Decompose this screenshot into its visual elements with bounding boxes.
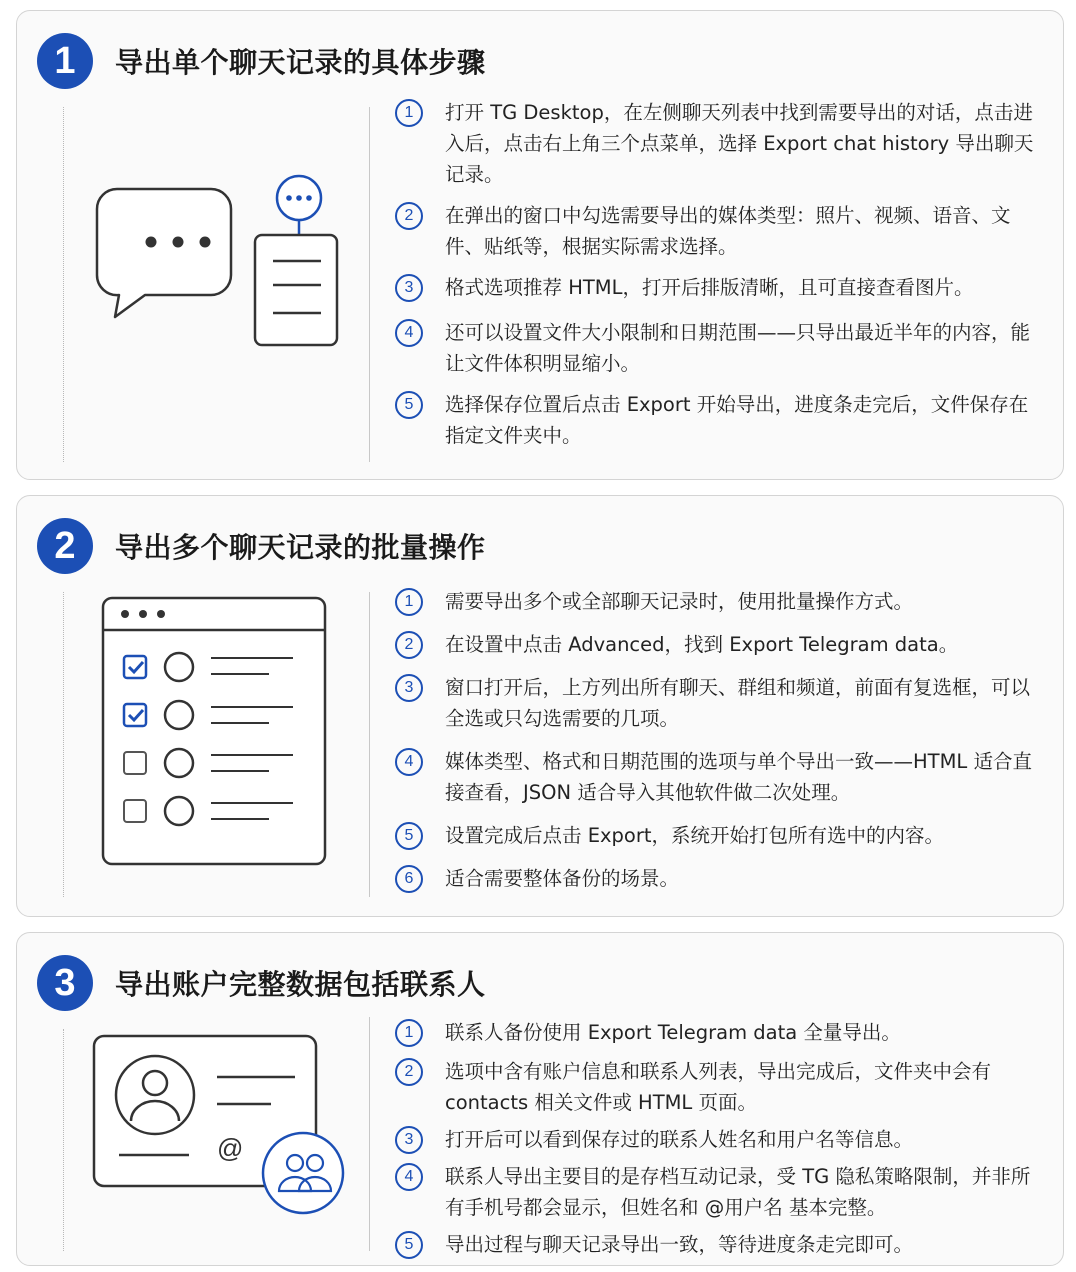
step-number: 6 — [395, 865, 423, 893]
list-item — [395, 1161, 1045, 1223]
step-text: 选项中含有账户信息和联系人列表，导出完成后，文件夹中会有 contacts 相关文件或 HTML 页面。 — [445, 1060, 992, 1114]
step-text: 联系人导出主要目的是存档互动记录，受 TG 隐私策略限制，并非所有手机号都会显示，但姓名和 @用户名 基本完整。 — [445, 1165, 1031, 1219]
steps-list — [395, 97, 1045, 451]
step-number: 1 — [395, 99, 423, 127]
list-item — [395, 97, 1045, 190]
step-text: 适合需要整体备份的场景。 — [445, 867, 680, 890]
section-number-badge: 3 — [37, 955, 93, 1011]
steps-list — [395, 1017, 1045, 1260]
list-item — [395, 389, 1045, 451]
step-number: 4 — [395, 319, 423, 347]
list-item — [395, 200, 1045, 262]
list-item — [395, 1229, 1045, 1260]
step-text: 媒体类型、格式和日期范围的选项与单个导出一致——HTML 适合直接查看，JSON 适合导入其他软件做二次处理。 — [445, 750, 1032, 804]
section-number-badge: 1 — [37, 33, 93, 89]
step-number: 1 — [395, 588, 423, 616]
step-text: 窗口打开后，上方列出所有聊天、群组和频道，前面有复选框，可以全选或只勾选需要的几项。 — [445, 676, 1031, 730]
step-text: 在弹出的窗口中勾选需要导出的媒体类型：照片、视频、语音、文件、贴纸等，根据实际需求选择。 — [445, 204, 1011, 258]
section-title: 导出账户完整数据包括联系人 — [115, 968, 486, 1001]
list-item — [395, 317, 1045, 379]
list-item — [395, 672, 1045, 734]
step-number: 2 — [395, 202, 423, 230]
section-card-1 — [16, 10, 1064, 480]
section-card-2 — [16, 495, 1064, 917]
step-number: 2 — [395, 631, 423, 659]
at-symbol: @ — [217, 1133, 244, 1163]
list-item — [395, 746, 1045, 808]
step-number: 3 — [395, 274, 423, 302]
list-item — [395, 1017, 1045, 1048]
step-text: 还可以设置文件大小限制和日期范围——只导出最近半年的内容，能让文件体积明显缩小。 — [445, 321, 1031, 375]
section-card-3 — [16, 932, 1064, 1266]
vertical-divider — [369, 107, 370, 462]
list-item — [395, 863, 1045, 894]
section-title: 导出多个聊天记录的批量操作 — [115, 531, 486, 564]
list-item — [395, 272, 1045, 303]
step-number: 5 — [395, 1231, 423, 1259]
step-number: 2 — [395, 1058, 423, 1086]
list-item — [395, 629, 1045, 660]
step-number: 4 — [395, 1163, 423, 1191]
vertical-divider — [369, 1017, 370, 1251]
step-text: 联系人备份使用 Export Telegram data 全量导出。 — [445, 1021, 901, 1044]
list-item — [395, 820, 1045, 851]
step-text: 选择保存位置后点击 Export 开始导出，进度条走完后，文件保存在指定文件夹中。 — [445, 393, 1029, 447]
steps-list — [395, 586, 1045, 894]
step-text: 打开 TG Desktop，在左侧聊天列表中找到需要导出的对话，点击进入后，点击右上角三个点菜单，选择 Export chat history 导出聊天记录。 — [445, 101, 1034, 186]
section-title: 导出单个聊天记录的具体步骤 — [115, 46, 486, 79]
step-text: 需要导出多个或全部聊天记录时，使用批量操作方式。 — [445, 590, 914, 613]
step-text: 导出过程与聊天记录导出一致，等待进度条走完即可。 — [445, 1233, 914, 1256]
step-number: 3 — [395, 674, 423, 702]
step-number: 3 — [395, 1126, 423, 1154]
list-item — [395, 1056, 1045, 1118]
contact-card-icon — [91, 1033, 351, 1223]
step-number: 4 — [395, 748, 423, 776]
list-item — [395, 1124, 1045, 1155]
vertical-divider — [369, 592, 370, 897]
step-text: 设置完成后点击 Export，系统开始打包所有选中的内容。 — [445, 824, 945, 847]
step-number: 5 — [395, 391, 423, 419]
dotted-guide-line — [63, 1029, 64, 1251]
section-number-badge: 2 — [37, 518, 93, 574]
dotted-guide-line — [63, 592, 64, 897]
chat-bubble-document-icon — [93, 169, 343, 349]
step-text: 格式选项推荐 HTML，打开后排版清晰，且可直接查看图片。 — [445, 276, 974, 299]
step-text: 在设置中点击 Advanced，找到 Export Telegram data。 — [445, 633, 959, 656]
step-number: 1 — [395, 1019, 423, 1047]
step-text: 打开后可以看到保存过的联系人姓名和用户名等信息。 — [445, 1128, 914, 1151]
list-item — [395, 586, 1045, 617]
step-number: 5 — [395, 822, 423, 850]
checklist-window-icon — [101, 596, 331, 868]
dotted-guide-line — [63, 107, 64, 462]
